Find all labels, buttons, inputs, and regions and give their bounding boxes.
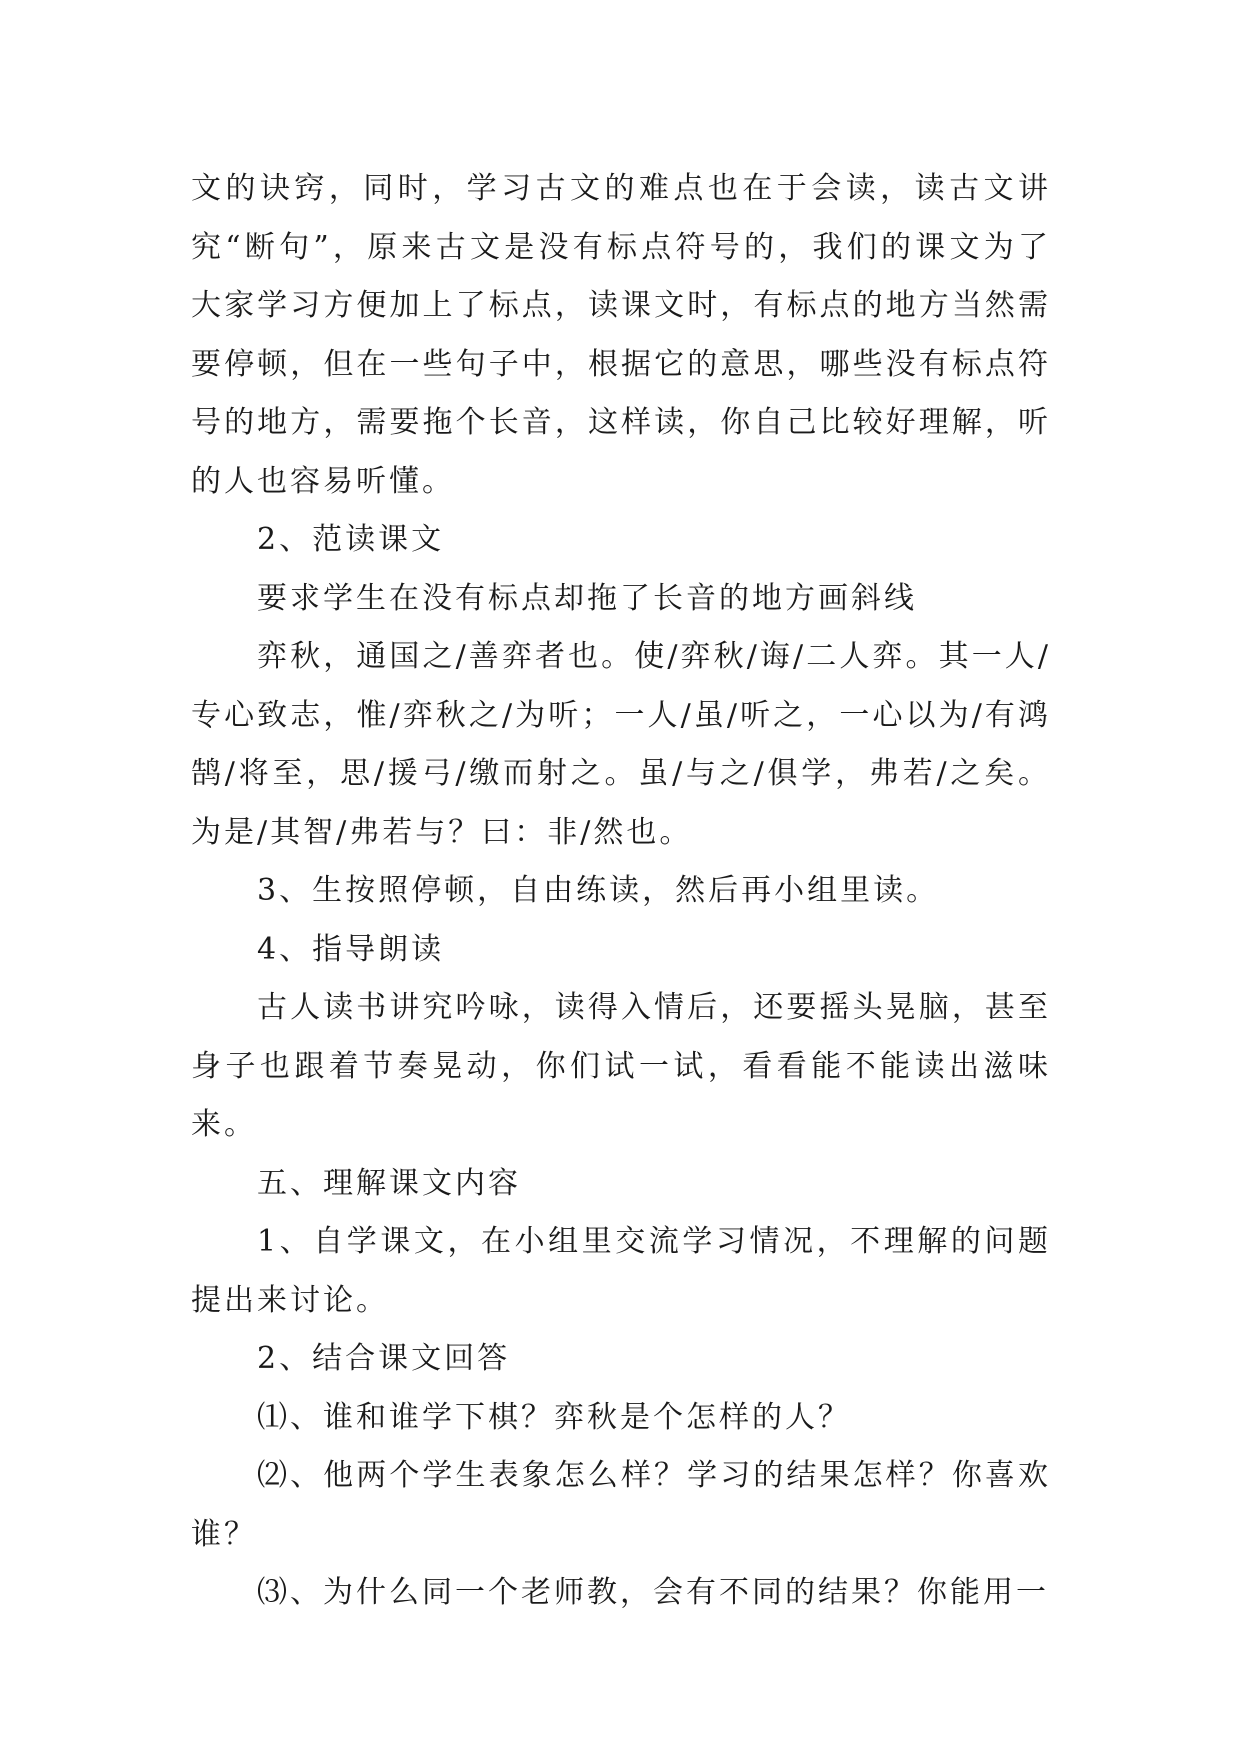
section-heading-understanding: 五、理解课文内容 <box>257 1165 521 1201</box>
step-answer-questions: 2、结合课文回答 <box>257 1341 511 1376</box>
classical-text-with-pauses: 弈秋，通国之/善弈者也。使/弈秋/诲/二人弈。其一人/专心致志，惟/弈秋之/为听；一人/虽/听之，一心以为/有鸿鹄/将至，思/援弓/缴而射之。虽/与之/俱学，弗若/之矣。为是/其智/弗若与？曰：非/然也。 <box>191 639 1051 850</box>
paragraph-recitation-tips: 古人读书讲究吟咏，读得入情后，还要摇头晃脑，甚至身子也跟着节奏晃动，你们试一试，看看能不能读出滋味来。 <box>191 990 1051 1142</box>
paragraph-reading-tips: 文的诀窍，同时，学习古文的难点也在于会读，读古文讲究“断句”，原来古文是没有标点符号的，我们的课文为了大家学习方便加上了标点，读课文时，有标点的地方当然需要停顿，但在一些句子中，根据它的意思，哪些没有标点符号的地方，需要拖个长音，这样读，你自己比较好理解，听的人也容易听懂。 <box>191 171 1051 499</box>
step-guided-reading: 4、指导朗读 <box>257 931 445 967</box>
question-1: ⑴、谁和谁学下棋？弈秋是个怎样的人？ <box>257 1399 851 1435</box>
document-body <box>191 160 1051 1623</box>
step-model-reading: 2、范读课文 <box>257 522 445 557</box>
instruction-mark-pauses: 要求学生在没有标点却拖了长音的地方画斜线 <box>257 580 917 616</box>
question-3: ⑶、为什么同一个老师教，会有不同的结果？你能用一 <box>257 1575 1049 1610</box>
step-free-practice: 3、生按照停顿，自由练读，然后再小组里读。 <box>257 873 940 908</box>
step-self-study: 1、自学课文，在小组里交流学习情况，不理解的问题提出来讨论。 <box>191 1224 1051 1318</box>
question-2: ⑵、他两个学生表象怎么样？学习的结果怎样？你喜欢谁？ <box>191 1458 1051 1552</box>
